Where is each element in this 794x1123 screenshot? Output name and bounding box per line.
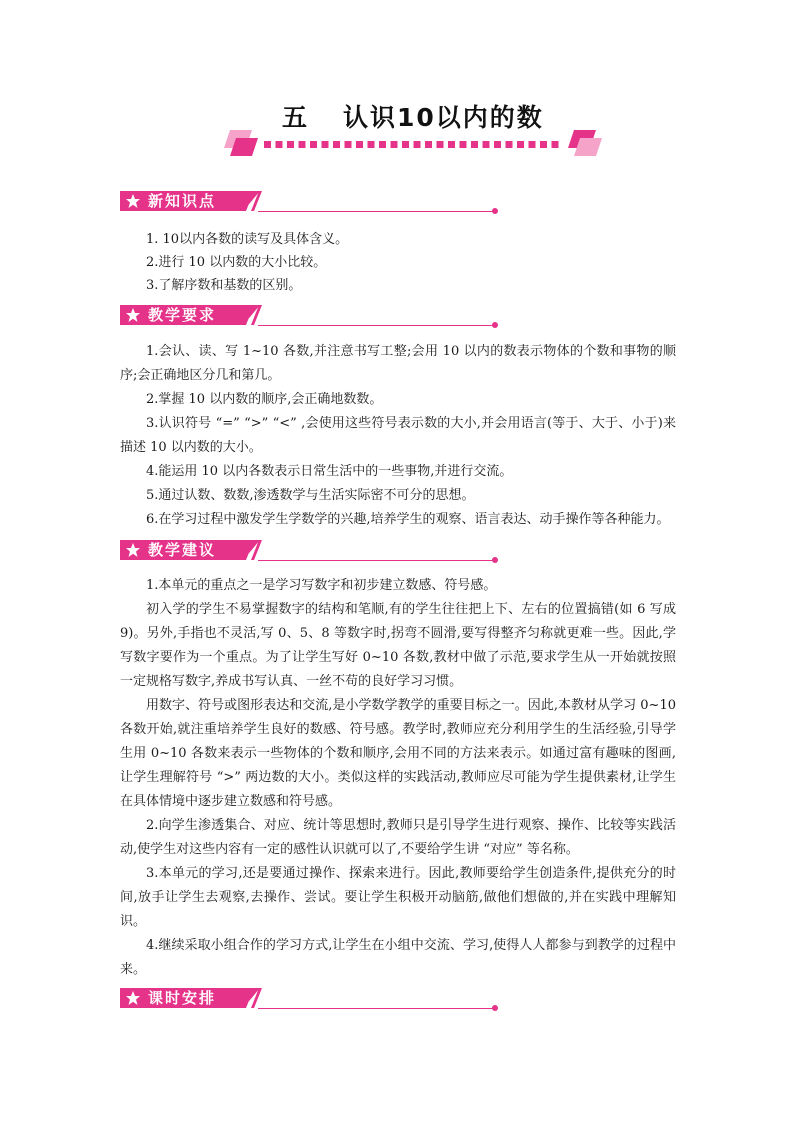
section-title: 教学建议 [148,541,217,559]
decoration-dash [494,141,501,148]
decoration-dash [552,141,559,148]
decoration-dash [276,141,283,148]
decoration-dash [506,141,513,148]
decoration-dash [379,141,386,148]
list-item: 6.在学习过程中激发学生学数学的兴趣,培养学生的观察、语言表达、动手操作等各种能力。 [146,512,670,527]
decoration-dash [425,141,432,148]
chapter-title: 认识10以内的数 [343,103,544,132]
decoration-dash [448,141,455,148]
stripe-decoration [242,191,272,211]
section-title: 课时安排 [148,989,217,1007]
section-underline [258,325,494,326]
decoration-dash [460,141,467,148]
section-header-knowledge [120,191,380,213]
decoration-dash [322,141,329,148]
section-header-requirements [120,305,380,327]
section-header-suggestions [120,540,380,562]
star-icon [125,307,141,323]
chapter-number: 五 [282,103,310,132]
paragraph: 4.继续采取小组合作的学习方式,让学生在小组中交流、学习,使得人人都参与到教学的过程中来。 [120,938,676,977]
section-dot [492,1005,498,1011]
list-item: 2.掌握 10 以内数的顺序,会正确地数数。 [146,392,383,407]
section-underline [258,1008,494,1009]
decoration-dash [437,141,444,148]
decoration-dash [345,141,352,148]
list-item: 3.认识符号 “=” “>” “<” ,会使用这些符号表示数的大小,并会用语言(等于、大于、小于)来描述 10 以内数的大小。 [120,416,676,455]
list-item: 2.进行 10 以内数的大小比较。 [146,255,327,270]
decoration-dash [299,141,306,148]
star-icon [125,542,141,558]
list-item: 1.会认、读、写 1~10 各数,并注意书写工整;会用 10 以内的数表示物体的个数和事物的顺序;会正确地区分几和第几。 [120,344,676,383]
section-underline [258,211,494,212]
paragraph: 3.本单元的学习,还是要通过操作、探索来进行。因此,教师要给学生创造条件,提供充分的时间,放手让学生去观察,去操作、尝试。要让学生积极开动脑筋,做他们想做的,并在实践中理解知识。 [120,866,676,929]
stripe-decoration [242,988,272,1008]
section-dot [492,322,498,328]
list-item: 4.能运用 10 以内各数表示日常生活中的一些事物,并进行交流。 [146,464,513,479]
decoration-dash [310,141,317,148]
decoration-dash [333,141,340,148]
decoration-dash [483,141,490,148]
decoration-dash [471,141,478,148]
decoration-dash [414,141,421,148]
list-item: 5.通过认数、数数,渗透数学与生活实际密不可分的思想。 [146,488,475,503]
list-item: 3.了解序数和基数的区别。 [146,278,302,293]
section-dot [492,557,498,563]
list-item: 1. 10以内各数的读写及具体含义。 [146,232,349,247]
paragraph: 2.向学生渗透集合、对应、统计等思想时,教师只是引导学生进行观察、操作、比较等实践活动,使学生对这些内容有一定的感性认识就可以了,不要给学生讲 “对应” 等名称。 [120,818,676,857]
section-title: 教学要求 [148,306,217,324]
title-decoration [224,126,604,162]
stripe-decoration [242,305,272,325]
star-icon [125,990,141,1006]
paragraph: 用数字、符号或图形表达和交流,是小学数学教学的重要目标之一。因此,本教材从学习 0~10 各数开始,就注重培养学生良好的数感、符号感。教学时,教师应充分利用学生的生活经验,引导学生用 0~10 各数来表示一些物体的个数和顺序,会用不同的方法来表示。如通过富有趣味的图画,让学生理解符号 “>” 两边数的大小。类似这样的实践活动,教师应尽可能为学生提供素材,让学生在具体情境中逐步建立数感和符号感。 [120,698,676,809]
section-title: 新知识点 [148,192,217,210]
decoration-dash [264,141,271,148]
decoration-dash [368,141,375,148]
decoration-dash [287,141,294,148]
decoration-dash [529,141,536,148]
decoration-dash [391,141,398,148]
section-header-schedule [120,988,380,1010]
decoration-dash [517,141,524,148]
section-dot [492,208,498,214]
decoration-dash [540,141,547,148]
star-icon [125,193,141,209]
section-underline [258,560,494,561]
paragraph: 1.本单元的重点之一是学习写数字和初步建立数感、符号感。 [146,578,497,593]
decoration-dash [402,141,409,148]
stripe-decoration [242,540,272,560]
paragraph: 初入学的学生不易掌握数字的结构和笔顺,有的学生往往把上下、左右的位置搞错(如 6 写成 9)。另外,手指也不灵活,写 0、5、8 等数字时,拐弯不圆滑,要写得整齐匀称就更难一些。因此,学写数字要作为一个重点。为了让学生写好 0~10 各数,教材中做了示范,要求学生从一开始就按照一定规格写数字,养成书写认真、一丝不苟的良好学习习惯。 [120,602,676,689]
decoration-dash [356,141,363,148]
